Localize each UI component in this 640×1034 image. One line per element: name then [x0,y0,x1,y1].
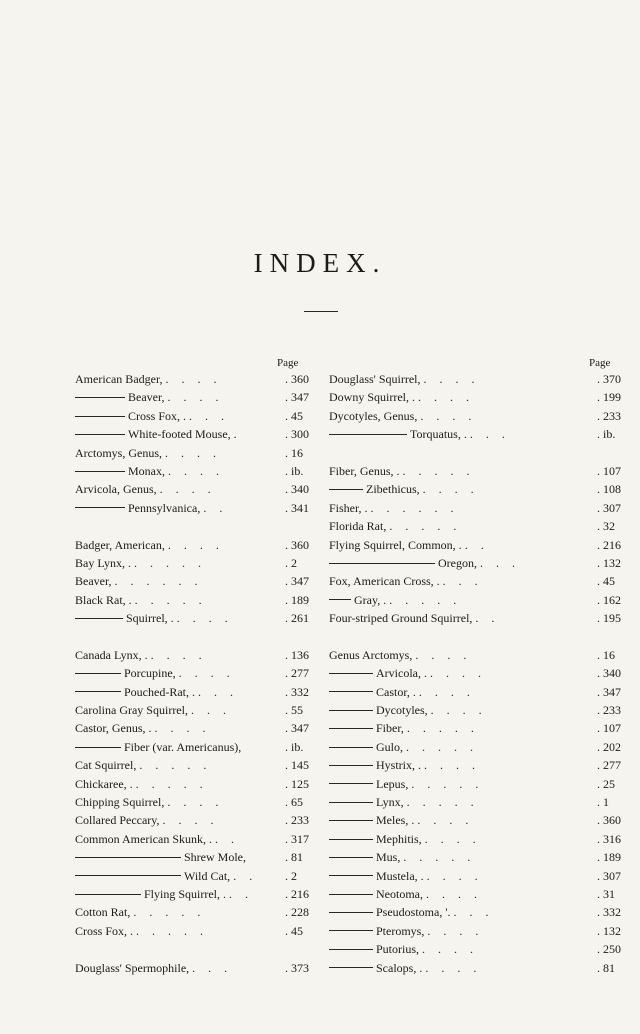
entry-page-number: . 277 [597,758,621,773]
entry-page-number: . 202 [597,739,621,754]
ditto-dash [75,691,121,692]
index-entry [75,885,309,903]
entry-page-number: . 81 [597,960,615,975]
entry-page-number: . 2 [285,555,297,570]
entry-page-number: . 360 [597,813,621,828]
entry-page-number: . 145 [285,758,309,773]
entry-name: Beaver, [128,390,165,405]
index-entry [329,462,621,480]
index-spacer [329,627,520,645]
entry-name: Squirrel, . [126,611,174,626]
dot-leader: . . . . . [135,776,208,791]
entry-page-number: . 370 [597,372,621,386]
dot-leader: . . [233,868,258,883]
index-entry [75,646,309,664]
index-entry [329,683,621,701]
entry-page-number: . 347 [597,684,621,699]
dot-leader: . . . . [422,942,479,957]
index-entry [329,959,615,977]
entry-page-number: . 340 [285,482,309,497]
dot-leader: . . . [442,574,483,589]
page-heading-label: Page [277,357,299,369]
entry-name: Castor, . [376,684,416,699]
dot-leader: . . . . [424,758,480,773]
index-entry [75,775,309,793]
dot-leader: . . . . [423,372,480,386]
entry-name: White-footed Mouse, . [128,427,237,442]
index-entry [329,591,621,609]
dot-leader: . . . . . [139,758,212,773]
ditto-dash [329,489,363,490]
entry-page-number: . ib. [285,463,304,478]
ditto-dash [329,839,373,840]
index-entry [75,480,309,498]
entry-name: American Badger, [75,372,163,386]
entry-page-number: . 132 [597,555,621,570]
entry-name: Badger, American, [75,537,165,552]
dot-leader: . . . . [420,408,477,423]
ditto-dash [329,783,373,784]
index-entry [329,554,621,572]
entry-page-number: . 195 [597,611,621,626]
index-spacer [75,627,257,645]
entry-page-number: . 125 [285,776,309,791]
entry-page-number: . 347 [285,574,309,589]
entry-name: Dycotyles, [376,703,428,718]
entry-page-number: . 341 [285,500,309,515]
index-entry [75,719,309,737]
dot-leader: . . [475,611,500,626]
index-entry [329,407,621,425]
entry-name: Fisher, . [329,500,368,515]
ditto-dash [329,691,373,692]
ditto-dash [75,673,121,674]
index-entry [75,425,309,443]
index-entry [329,425,616,443]
index-entry [75,462,304,480]
entry-name: Pennsylvanica, [128,500,201,515]
entry-name: Mus, [376,850,401,865]
entry-name: Arctomys, Genus, [75,445,162,460]
entry-name: Arvicola, . [376,666,427,681]
dot-leader: . . . . [426,868,483,883]
entry-page-number: . 316 [597,831,621,846]
dot-leader: . . . . [162,813,219,828]
ditto-dash [329,912,373,913]
entry-page-number: . 2 [285,868,297,883]
entry-page-number: . 347 [285,721,309,736]
entry-name: Pteromys, [376,923,425,938]
dot-leader: . . . [469,427,510,442]
ditto-dash [329,967,373,968]
index-entry [329,609,621,627]
index-entry [75,407,303,425]
entry-name: Black Rat, . [75,592,132,607]
dot-leader: . . . . [418,684,475,699]
entry-name: Four-striped Ground Squirrel, [329,611,473,626]
dot-leader: . . . . . [389,519,462,534]
entry-name: Meles, . [376,813,415,828]
entry-page-number: . 360 [285,372,309,386]
ditto-dash [75,507,125,508]
dot-leader: . . . . [150,647,207,662]
entry-name: Gulo, [376,739,403,754]
dot-leader: . . . . [159,482,216,497]
dot-leader: . . . [189,408,230,423]
entry-name: Zibethicus, [366,482,420,497]
dot-leader: . . [203,500,228,515]
entry-name: Chickaree, . [75,776,133,791]
dot-leader: . . . . . [406,794,479,809]
index-entry [329,499,621,517]
dot-leader: . . . . [167,794,224,809]
entry-page-number: . 216 [285,886,309,901]
entry-name: Hystrix, . [376,758,421,773]
dot-leader: . . . . [178,666,235,681]
entry-name: Lepus, [376,776,409,791]
dot-leader: . . . . [165,372,222,386]
entry-page-number: . 317 [285,831,309,846]
dot-leader: . . . . [422,482,479,497]
index-entry [329,830,621,848]
dot-leader: . . . . . [134,555,206,570]
ditto-dash [329,599,351,600]
dot-leader: . . [229,886,254,901]
entry-page-number: . 189 [597,850,621,865]
ditto-dash [329,820,373,821]
dot-leader: . . . [453,905,494,920]
entry-page-number: . 107 [597,721,621,736]
index-entry [329,536,621,554]
index-entry [75,388,309,406]
index-entry [75,701,303,719]
entry-name: Neotoma, [376,886,423,901]
index-entry [329,701,621,719]
index-entry [75,867,297,885]
index-entry [75,609,309,627]
ditto-dash [329,802,373,803]
entry-name: Fiber, [376,721,404,736]
dot-leader: . . . . [426,886,482,901]
entry-name: Lynx, [376,794,404,809]
entry-name: Oregon, [438,555,477,570]
entry-page-number: . 65 [285,794,303,809]
entry-name: Fox, American Cross, . [329,574,440,589]
dot-leader: . . . . . [403,850,476,865]
entry-name: Downy Squirrel, . [329,390,415,405]
entry-name: Shrew Mole, [184,850,246,865]
entry-name: Arvicola, Genus, [75,482,157,497]
index-column-left [75,356,309,977]
entry-name: Cat Squirrel, [75,758,137,773]
index-entry [329,793,609,811]
index-entry [329,517,615,535]
ditto-dash [75,618,123,619]
ditto-dash [75,397,125,398]
entry-page-number: . ib. [597,427,616,442]
entry-page-number: . 108 [597,482,621,497]
dot-leader: . . . . [168,463,224,478]
entry-page-number: . ib. [285,739,304,754]
entry-page-number: . 261 [285,611,309,626]
ditto-dash [329,765,373,766]
entry-page-number: . 55 [285,703,303,718]
entry-name: Mustela, . [376,868,424,883]
entry-name: Wild Cat, [184,868,231,883]
entry-page-number: . 277 [285,666,309,681]
index-entry [75,738,304,756]
index-entry [329,885,615,903]
ditto-dash [75,471,125,472]
entry-page-number: . 307 [597,868,621,883]
entry-page-number: . 162 [597,592,621,607]
index-entry [75,811,309,829]
index-entry [329,719,621,737]
entry-name: Flying Squirrel, . [144,886,227,901]
index-entry [329,903,621,921]
entry-page-number: . 31 [597,886,615,901]
entry-name: Putorius, [376,942,420,957]
dot-leader: . . . [480,555,520,570]
dot-leader: . . . . . [133,905,206,920]
dot-leader: . . . [192,960,233,975]
entry-page-number: . 199 [597,390,621,405]
ditto-dash [329,930,373,931]
dot-leader: . . . . [415,647,472,662]
entry-name: Mephitis, [376,831,422,846]
index-entry [75,664,309,682]
entry-name: Douglass' Squirrel, [329,372,421,386]
entry-page-number: . 45 [285,408,303,423]
entry-page-number: . 189 [285,592,309,607]
dot-leader: . . [215,831,239,846]
dot-leader: . . [464,537,489,552]
entry-page-number: . 347 [285,390,309,405]
ditto-dash [75,434,125,435]
index-entry [329,848,621,866]
entry-page-number: . 332 [285,684,309,699]
dot-leader: . . . . [425,960,482,975]
index-entry [75,499,309,517]
entry-name: Bay Lynx, . [75,555,131,570]
dot-leader: . . . . [176,611,233,626]
title-rule [304,311,338,312]
entry-name: Pseudostoma, '. [376,905,451,920]
entry-page-number: . 45 [285,923,303,938]
entry-name: Fiber, Genus, . [329,463,400,478]
index-entry [329,756,621,774]
entry-page-number: . 233 [597,408,621,423]
index-entry [329,922,621,940]
dot-leader: . . . . . [406,721,479,736]
page-title: INDEX. [253,248,387,278]
ditto-dash [329,747,373,748]
entry-page-number: . 136 [285,647,309,662]
ditto-dash [329,875,373,876]
entry-page-number: . 233 [285,813,309,828]
index-entry [75,959,309,977]
index-spacer [329,444,520,462]
entry-name: Collared Peccary, [75,813,160,828]
ditto-dash [75,416,125,417]
index-entry [329,480,621,498]
entry-name: Chipping Squirrel, [75,794,165,809]
index-entry [75,444,303,462]
entry-name: Torquatus, . [410,427,467,442]
entry-page-number: . 307 [597,500,621,515]
index-entry [329,811,621,829]
dot-leader: . . . . . [136,923,209,938]
dot-leader: . . . . [167,537,224,552]
entry-name: Douglass' Spermophile, [75,960,190,975]
entry-page-number: . 81 [285,850,303,865]
ditto-dash [329,857,373,858]
entry-name: Gray, . [354,592,387,607]
entry-name: Florida Rat, [329,519,387,534]
entry-name: Monax, [128,463,165,478]
entry-name: Cross Fox, . [75,923,134,938]
dot-leader: . . . [190,703,231,718]
index-entry [329,646,615,664]
index-entry [75,922,303,940]
index-entry [75,756,309,774]
entry-page-number: . 340 [597,666,621,681]
dot-leader: . . . . . [389,592,462,607]
index-entry [75,536,309,554]
index-entry [329,775,615,793]
entry-page-number: . 132 [597,923,621,938]
entry-page-number: . 300 [285,427,309,442]
ditto-dash [75,894,141,895]
dot-leader: . . . . [417,813,474,828]
ditto-dash [75,857,181,858]
entry-page-number: . 250 [597,942,621,957]
entry-page-number: . 45 [597,574,615,589]
entry-page-number: . 233 [597,703,621,718]
entry-page-number: . 16 [597,647,615,662]
index-entry [329,867,621,885]
index-entry [329,388,621,406]
entry-page-number: . 16 [285,445,303,460]
page-heading [75,356,299,370]
index-column-right [329,356,621,977]
index-entry [329,940,621,958]
dot-leader: . . . . [429,666,486,681]
ditto-dash [329,434,407,435]
dot-leader: . . . . [165,445,221,460]
page-heading-label: Page [589,357,611,369]
index-entry [75,848,303,866]
entry-page-number: . 360 [285,537,309,552]
entry-name: Cotton Rat, [75,905,131,920]
entry-name: Pouched-Rat, . [124,684,195,699]
entry-page-number: . 216 [597,537,621,552]
index-entry [329,664,621,682]
index-entry [75,554,297,572]
dot-leader: . . . . . . [370,500,459,515]
index-spacer [75,940,257,958]
dot-leader: . . . . [167,390,224,405]
index-entry [75,830,309,848]
index-entry [75,793,303,811]
entry-page-number: . 25 [597,776,615,791]
dot-leader: . . . . . [402,463,475,478]
entry-name: Beaver, [75,574,112,589]
dot-leader: . . . . [154,721,211,736]
entry-page-number: . 1 [597,794,609,809]
ditto-dash [329,563,435,564]
dot-leader: . . . . [430,703,487,718]
index-entry [75,370,309,388]
ditto-dash [329,894,373,895]
entry-page-number: . 228 [285,905,309,920]
entry-name: Fiber (var. Americanus), [124,739,242,754]
entry-name: Porcupine, [124,666,176,681]
entry-page-number: . 373 [285,960,309,975]
entry-name: Castor, Genus, . [75,721,152,736]
ditto-dash [329,710,373,711]
dot-leader: . . . . [427,923,484,938]
entry-name: Cross Fox, . [128,408,187,423]
index-spacer [75,517,257,535]
entry-name: Common American Skunk, . [75,831,212,846]
index-entry [75,591,309,609]
index-entry [75,903,309,921]
ditto-dash [329,728,373,729]
page-heading [329,356,611,370]
ditto-dash [329,949,373,950]
dot-leader: . . . . . [134,592,207,607]
entry-page-number: . 332 [597,905,621,920]
dot-leader: . . . [198,684,238,699]
entry-page-number: . 32 [597,519,615,534]
index-entry [75,572,309,590]
dot-leader: . . . . . [411,776,484,791]
dot-leader: . . . . [418,390,474,405]
dot-leader: . . . . . [406,739,478,754]
entry-name: Flying Squirrel, Common, . [329,537,462,552]
index-entry [329,738,621,756]
index-entry [329,370,621,388]
dot-leader: . . . . . . [114,574,203,589]
entry-name: Genus Arctomys, [329,647,413,662]
entry-name: Carolina Gray Squirrel, [75,703,188,718]
entry-name: Dycotyles, Genus, [329,408,418,423]
index-entry [329,572,615,590]
entry-name: Canada Lynx, . [75,647,148,662]
ditto-dash [75,875,181,876]
dot-leader: . . . . [424,831,481,846]
ditto-dash [329,673,373,674]
ditto-dash [75,747,121,748]
entry-page-number: . 107 [597,463,621,478]
index-entry [75,683,309,701]
entry-name: Scalops, . [376,960,423,975]
